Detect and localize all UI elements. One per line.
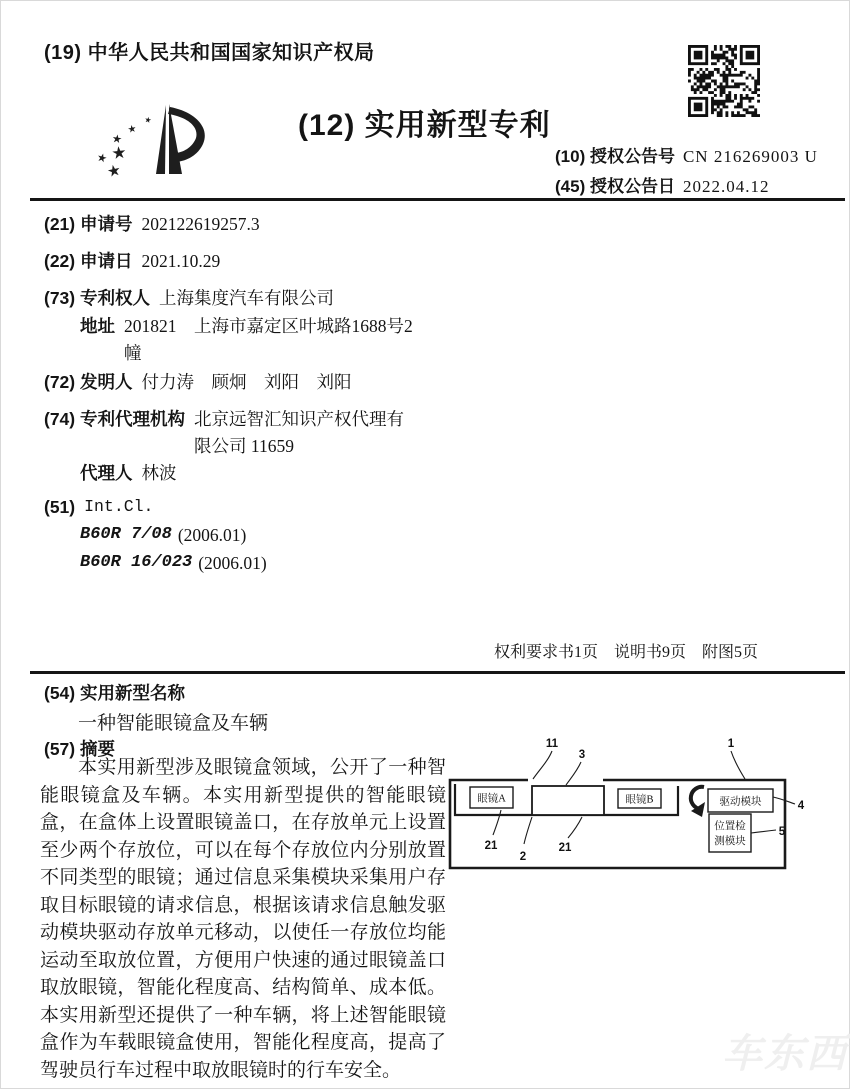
patentee-address-row xyxy=(80,313,494,367)
classification-row xyxy=(80,522,246,548)
agent-label: 代理人 xyxy=(80,463,133,483)
header-divider xyxy=(30,198,845,201)
application-number-row xyxy=(44,211,458,238)
patentee-row xyxy=(44,285,458,312)
inventors-row xyxy=(44,369,458,396)
page-counts: 权利要求书1页 说明书9页 附图5页 xyxy=(493,644,758,661)
ref-numeral-5: 5 xyxy=(778,826,786,838)
glasses-a-label: 眼镜A xyxy=(477,793,506,805)
slider-block xyxy=(532,786,604,815)
int-cl-label: Int.Cl. xyxy=(84,497,154,516)
leader-line xyxy=(533,751,552,779)
application-date-label: (22) 申请日 xyxy=(44,251,133,271)
agency-label: (74) 专利代理机构 xyxy=(44,409,185,429)
abstract-text: 本实用新型涉及眼镜盒领域，公开了一种智能眼镜盒及车辆。本实用新型提供的智能眼镜盒，在盒体上设置眼镜盖口，在存放单元上设置至少两个存放位，可以在每个存放位内分别放置不同类型的眼镜；通过信息采集模块采集用户存取目标眼镜的请求信息，根据该请求信息触发驱动模块驱动存放单元移动，以使任一存放位均能运动至取放位置，方便用户快速的通过眼镜盖口取放眼镜，智能化程度高、结构简单、成本低。本实用新型还提供了一种车辆，将上述智能眼镜盒作为车载眼镜盒使用，智能化程度高，提高了驾驶员行车过程中取放眼镜时的行车安全。 xyxy=(40,757,446,1081)
inventors-value: 付力涛 顾炯 刘阳 刘阳 xyxy=(141,372,352,392)
classification-version: (2006.01) xyxy=(177,525,247,545)
ref-numeral-21: 21 xyxy=(558,842,572,854)
title-section-label: (54) 实用新型名称 xyxy=(44,683,185,703)
int-cl-number: (51) xyxy=(44,497,76,517)
document-type-title: (12) 实用新型专利 xyxy=(298,109,551,142)
leader-line xyxy=(493,810,501,835)
ref-numeral-4: 4 xyxy=(797,800,805,812)
glasses-box-diagram xyxy=(448,725,810,875)
drive-module-label: 驱动模块 xyxy=(719,796,762,808)
classification-version: (2006.01) xyxy=(198,553,267,573)
agent-row xyxy=(80,460,494,487)
agency-row xyxy=(44,406,458,460)
leader-line xyxy=(568,817,582,838)
classification-row xyxy=(80,550,267,576)
leader-line xyxy=(566,762,581,785)
leader-line xyxy=(751,830,776,833)
classification-code: B60R 7/08 xyxy=(80,525,172,544)
ref-numeral-3: 3 xyxy=(578,749,586,761)
leader-line xyxy=(524,817,532,844)
int-cl-row xyxy=(44,494,458,520)
publication-date-row xyxy=(555,176,769,198)
publication-number-row xyxy=(555,146,818,168)
application-number-label: (21) 申请号 xyxy=(44,214,133,234)
inventors-label: (72) 发明人 xyxy=(44,372,133,392)
publication-number-value: CN 216269003 U xyxy=(682,147,818,166)
application-date-value: 2021.10.29 xyxy=(141,251,221,271)
watermark: 车东西 xyxy=(722,1032,848,1076)
issuing-office: (19) 中华人民共和国国家知识产权局 xyxy=(44,42,375,64)
application-date-row xyxy=(44,248,458,275)
cnipa-logo-icon xyxy=(92,98,217,188)
application-number-value: 202122619257.3 xyxy=(141,214,260,234)
qr-code-icon xyxy=(688,45,760,117)
publication-number-label: (10) 授权公告号 xyxy=(555,147,675,166)
position-module-label-line2: 测模块 xyxy=(714,836,746,847)
ref-numeral-21: 21 xyxy=(484,840,498,852)
patentee-value: 上海集度汽车有限公司 xyxy=(158,288,334,308)
patentee-label: (73) 专利权人 xyxy=(44,288,150,308)
abstract-figure xyxy=(448,725,810,875)
address-label: 地址 xyxy=(80,316,115,336)
publication-date-label: (45) 授权公告日 xyxy=(555,177,675,196)
address-value: 201821 上海市嘉定区叶城路1688号2幢 xyxy=(124,316,413,363)
publication-date-value: 2022.04.12 xyxy=(682,177,770,196)
section-divider xyxy=(30,671,845,674)
agent-value: 林波 xyxy=(141,463,177,483)
agency-value: 北京远智汇知识产权代理有限公司 11659 xyxy=(193,409,404,456)
leader-line xyxy=(731,751,745,779)
ref-numeral-11: 11 xyxy=(545,738,559,750)
position-module-label-line1: 位置检 xyxy=(714,821,746,832)
abstract-section-label: (57) 摘要 xyxy=(44,739,115,759)
glasses-b-label: 眼镜B xyxy=(625,794,654,806)
classification-code: B60R 16/023 xyxy=(80,553,193,572)
ref-numeral-1: 1 xyxy=(727,738,735,750)
invention-title: 一种智能眼镜盒及车辆 xyxy=(78,713,269,734)
ref-numeral-2: 2 xyxy=(519,851,527,863)
